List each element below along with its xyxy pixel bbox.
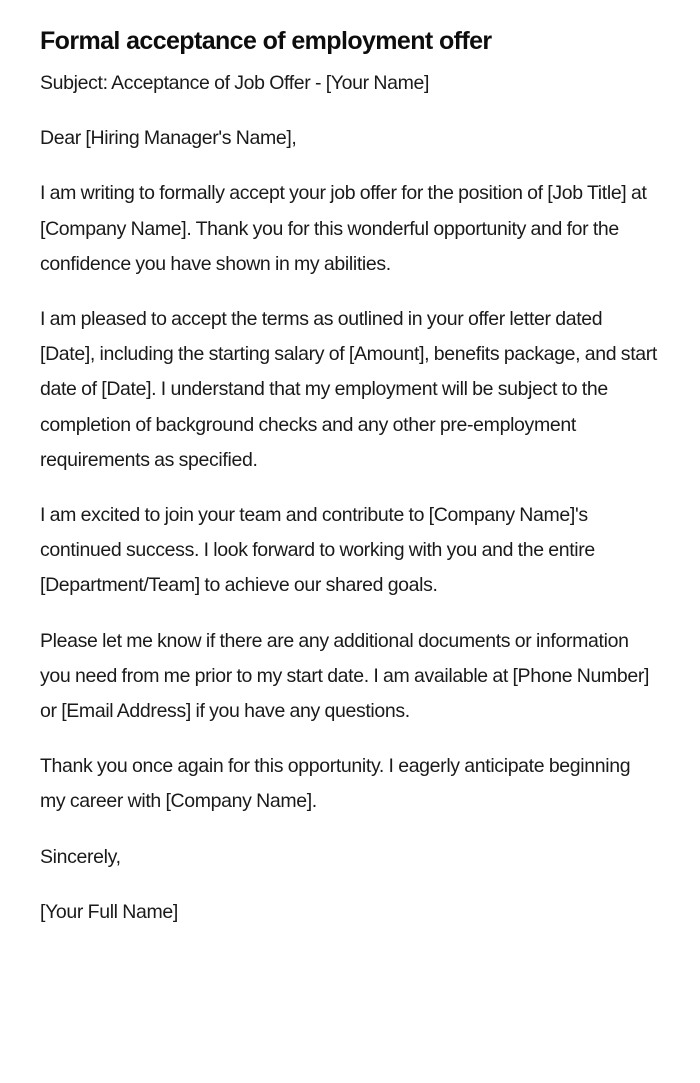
signature: [Your Full Name] xyxy=(40,900,178,923)
body-paragraph-5: Thank you once again for this opportunity. I eagerly anticipate beginning my career with [Company Name]. xyxy=(40,755,631,813)
document-title: Formal acceptance of employment offer xyxy=(40,27,492,55)
salutation: Dear [Hiring Manager's Name], xyxy=(40,127,297,150)
body-paragraph-2: I am pleased to accept the terms as outlined in your offer letter dated [Date], including the starting salary of [Amount], benefits package, and start date of [Date]. I understand that my employment will be subject to the completion of background checks and any other pre-employment requirements as specified. xyxy=(40,308,657,471)
body-paragraph-1: I am writing to formally accept your job offer for the position of [Job Title] at [Company Name]. Thank you for this wonderful opportunity and for the confidence you have shown in my abilities. xyxy=(40,182,647,275)
subject-line: Subject: Acceptance of Job Offer - [Your Name] xyxy=(40,72,430,94)
body-paragraph-3: I am excited to join your team and contribute to [Company Name]'s continued success. I look forward to working with you and the entire [Department/Team] to achieve our shared goals. xyxy=(40,504,595,597)
closing: Sincerely, xyxy=(40,845,121,868)
body-paragraph-4: Please let me know if there are any additional documents or information you need from me prior to my start date. I am available at [Phone Number] or [Email Address] if you have any questions. xyxy=(40,629,650,723)
